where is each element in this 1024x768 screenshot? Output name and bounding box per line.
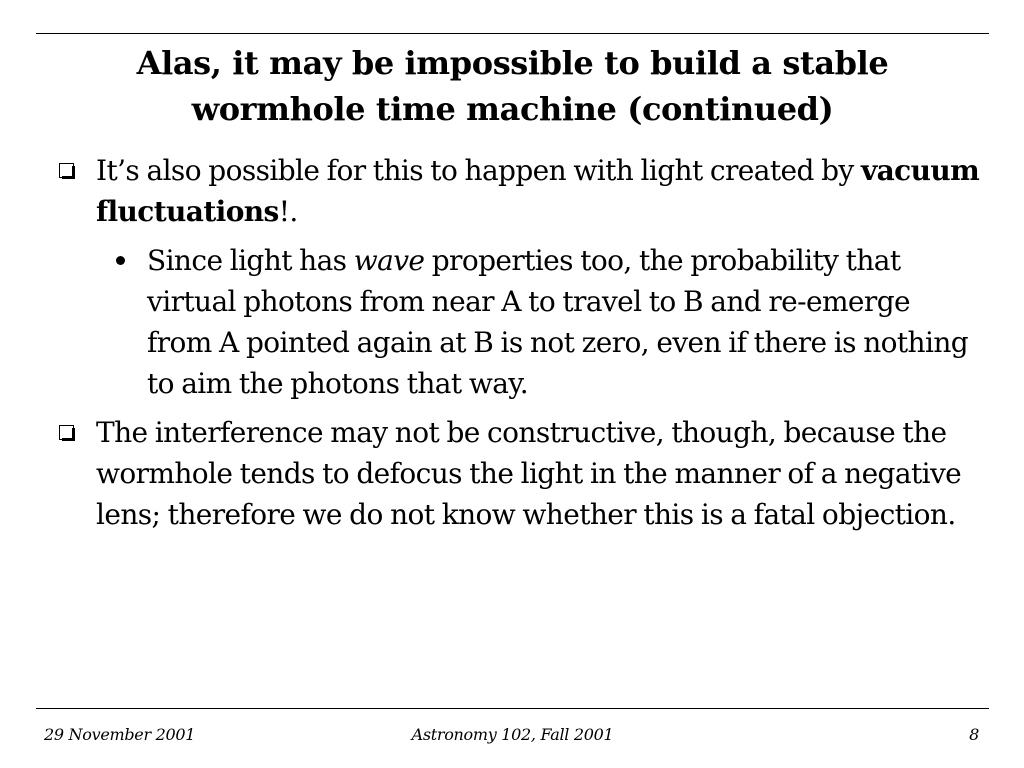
round-bullet-icon [116,256,125,265]
bullet-item [96,150,980,232]
slide-title-line: Alas, it may be impossible to build a stable [136,44,889,82]
bullet-italic-term: wave [353,244,425,277]
slide-title [36,40,989,132]
checkbox-square-icon [59,425,74,440]
footer-date: 29 November 2001 [44,725,196,744]
footer-page-number: 8 [969,725,979,744]
slide-title-line: wormhole time machine (continued) [191,90,834,128]
bullet-text: properties too, the probability that virtual photons from near A to travel to B and re-emerge from A pointed again at B is not zero, even if there is nothing to aim the photons that way. [147,244,969,400]
sub-bullet-item [147,240,979,404]
bullet-text: Since light has [147,244,354,277]
top-rule [36,33,989,34]
slide-body [0,150,1024,535]
bullet-text: !. [278,195,298,228]
footer-course: Astronomy 102, Fall 2001 [411,725,614,744]
slide-footer [36,722,989,748]
bullet-text: The interference may not be constructive, though, because the wormhole tends to defocus the light in the manner of a negative lens; therefore we do not know whether this is a fatal objection. [96,416,962,531]
bullet-text: It’s also possible for this to happen with light created by [96,154,861,187]
bottom-rule [36,708,989,709]
bullet-bold-term: vacuum fluctuations [96,154,980,228]
bullet-item [96,412,980,535]
checkbox-square-icon [59,163,74,178]
